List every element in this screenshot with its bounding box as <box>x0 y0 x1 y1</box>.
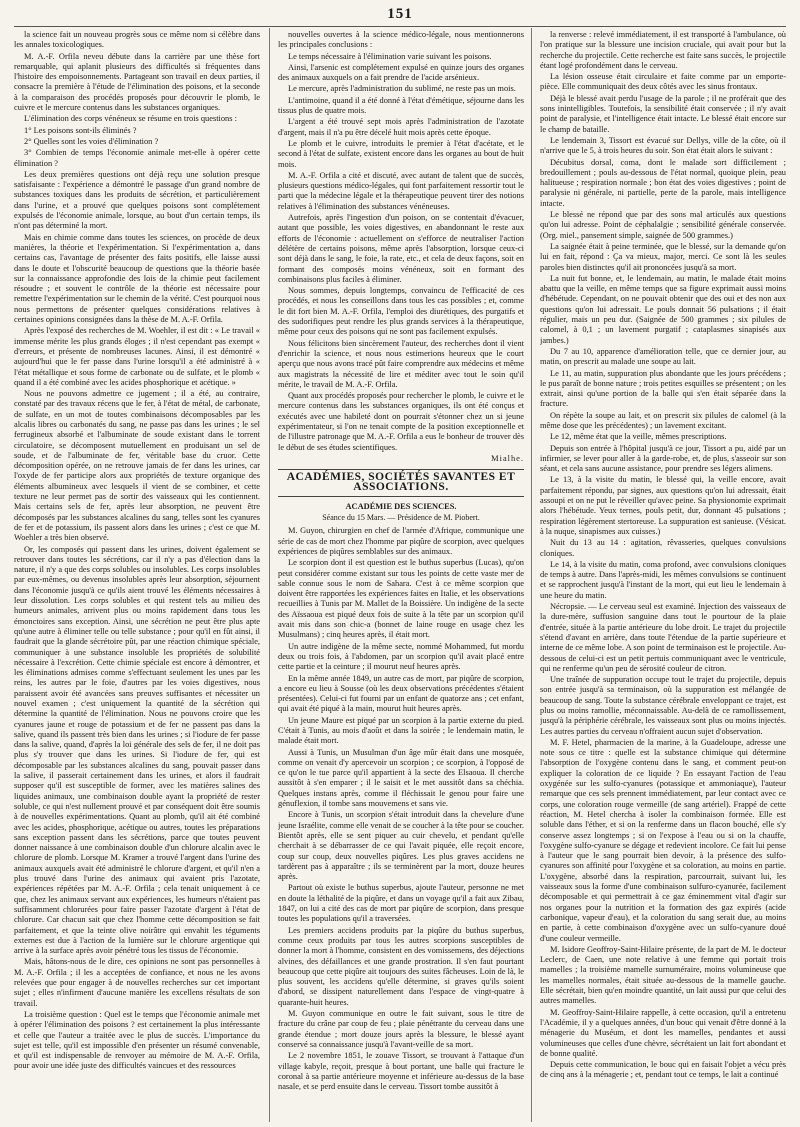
session-line: Séance du 15 Mars. — Présidence de M. Piobert. <box>322 513 480 523</box>
paragraph: Depuis son entrée à l'hôpital jusqu'à ce jour, Tissort a pu, aidé par un infirmier, se lever pour aller à la garde-robe, et, de plus, s'asseoir sur son séant, et cela sans aucune assistance, pour prendre ses légers alimens. <box>540 443 786 474</box>
paragraph: Le 12, même état que la veille, mêmes prescriptions. <box>550 432 727 442</box>
column-divider <box>269 28 270 1122</box>
paragraph: La lésion osseuse était circulaire et faite comme par un emporte-pièce. Elle communiquait des deux côtés avec les sinus frontaux. <box>540 72 786 92</box>
paragraph: Le scorpion dont il est question est le buthus superbus (Lucas), qu'on peut considérer comme existant sur tous les points de cette vaste mer de sable connue sous le nom de Sahara. C'est à ce même scorpion que doivent être rapportées les expériences faites en Italie, et les observations recueillies à Tunis par M. Mallet de la Boissière. Un indigène de la secte des Aïssaoua est piqué deux fois de suite à la tête par un scorpion qu'il avait mis dans son chic-a (bonnet de laine rouge en usage chez les Musulmans) ; cinq heures après, il était mort. <box>278 558 524 640</box>
paragraph: Le temps nécessaire à l'élimination varie suivant les poisons. <box>288 51 492 61</box>
paragraph: Ainsi, l'arsenic est complétement expulsé en quinze jours des organes des animaux auxquels on a fait prendre de l'acide arsénieux. <box>278 62 524 83</box>
paragraph: En la même année 1849, un autre cas de mort, par piqûre de scorpion, a encore eu lieu à Sousse (où les deux observations précédentes s'étaient présentées). Celui-ci fut fourni par un enfant de quatorze ans ; cet enfant, qui avait été piqué à la main, mourut huit heures après. <box>278 673 524 714</box>
paragraph: M. A.-F. Orfila neveu débute dans la carrière par une thèse fort remarquable, qui aplanit plusieurs des difficultés si fréquentes dans l'histoire des empoisonnements. Partageant son travail en deux parties, il consacre la première à l'étude de l'élimination des poisons, et la seconde à la comparaison des procédés proposés pour découvrir le plomb, le cuivre et le mercure contenus dans les substances organiques. <box>14 51 260 113</box>
paragraph: Après l'exposé des recherches de M. Woehler, il est dit : « Le travail « immense mérite les plus grands éloges ; il n'est cependant pas exempt « d'erreurs, et présente de nombreuses lacunes. Ainsi, il est démontré « aujourd'hui que le fer passe dans l'urine lorsqu'il a été administré à « l'état métallique et sous forme de carbonate ou de sulfate, et le plomb « quand il a été combiné avec les acides phosphorique et acétique. » <box>14 326 260 387</box>
paragraph: Le 14, à la visite du matin, coma profond, avec convulsions cloniques de temps à autre. Dans l'après-midi, les mêmes convulsions se continuent et se rapprochent jusqu'à l'instant de la mort, qui eut lieu le lendemain à une heure du matin. <box>540 559 786 600</box>
paragraph: L'antimoine, quand il a été donné à l'état d'émétique, séjourne dans les tissus plus de quatre mois. <box>278 95 524 116</box>
paragraph: Le 11, au matin, suppuration plus abondante que les jours précédens ; le pus paraît de bonne nature ; trois petites esquilles se présentent ; on les extrait, ainsi qu'une portion de la balle qui s'en était séparée dans la fracture. <box>540 368 786 409</box>
paragraph: Quant aux procédés proposés pour rechercher le plomb, le cuivre et le mercure contenus dans les substances organiques, ils ont été conçus et exécutés avec une habileté dont on pourrait s'étonner chez un si jeune expérimentateur, si l'on ne tenait compte de la position exceptionnelle et de l'illustre patronage que M. A.-F. Orfila a eus le bonheur de trouver dès le début de ses études scientifiques. <box>278 391 524 452</box>
paragraph: Nécropsie. — Le cerveau seul est examiné. Injection des vaisseaux de la dure-mère, suffusion sanguine dans tout le pourtour de la plaie d'entrée, située à la partie antérieure du lobe droit. Le trajet du projectile s'étend d'avant en arrière, dans toute l'étendue de la partie supérieure et interne de ce même lobe. A son point de terminaison est le projectile. Au-dessous de celui-ci est un petit pertuis communiquant avec le ventricule, qui ne renferme qu'un peu de sérosité couleur de citron. <box>540 602 786 673</box>
paragraph: Du 7 au 10, apparence d'amélioration telle, que ce dernier jour, au matin, on prescrit au malade une soupe au lait. <box>540 346 786 367</box>
paragraph: Mais en chimie comme dans toutes les sciences, on procède de deux manières, la théorie et l'expérimentation. Si l'expérimentation a, dans certains cas, l'avantage de présenter des faits positifs, elle laisse aussi dans le doute et l'obscurité beaucoup de questions que la théorie basée sur la connaissance approfondie des lois de la chimie peut facilement résoudre ; et souvent le contrôle de la théorie est nécessaire pour remettre l'expérimentation sur le chemin de la vérité. C'est pourquoi nous nous permettons de présenter quelques considérations relatives à certaines opinions consignées dans la thèse de M. A.-F. Orfila. <box>14 232 260 325</box>
paragraph: Encore à Tunis, un scorpion s'était introduit dans la chevelure d'une jeune Israélite, comme elle venait de se coucher à la tête pour se coucher. Bientôt après, elle se sent piquer au cuir chevelu, et pendant qu'elle cherchait à se débarrasser de ce qui l'avait piquée, elle reçoit encore, coup sur coup, deux nouvelles piqûres. Les plus graves accidens ne tardèrent pas à apparaître ; ils se terminèrent par la mort, douze heures après. <box>278 810 524 882</box>
paragraph: nouvelles ouvertes à la science médico-légale, nous mentionnerons les principales conclusions : <box>278 30 524 50</box>
paragraph: 2° Quelles sont les voies d'élimination ? <box>24 136 159 146</box>
paragraph: Un jeune Maure est piqué par un scorpion à la partie externe du pied. C'était à Tunis, au mois d'août et dans la soirée ; le lendemain matin, le malade était mort. <box>278 715 524 746</box>
paragraph: Le blessé ne répond que par des sons mal articulés aux questions qu'on lui adresse. Point de céphalalgie ; sensibilité générale conservée. (Org. miel., pansement simple, saignée de 500 grammes.) <box>540 210 786 240</box>
column-3 <box>540 30 786 1120</box>
paragraph: M. A.-F. Orfila a cité et discuté, avec autant de talent que de succès, plusieurs questions médico-légales, qui font parfaitement ressortir tout le parti que la médecine légale et la thérapeutique peuvent tirer des notions relatives à l'élimination des substances vénéneuses. <box>278 170 524 211</box>
section-title: ACADÉMIES, SOCIÉTÉS SAVANTES ET ASSOCIATIONS. <box>286 471 516 494</box>
paragraph: Autrefois, après l'ingestion d'un poison, on se contentait d'évacuer, autant que possible, les voies digestives, en abandonnant le reste aux efforts de l'économie : actuellement on s'efforce de neutraliser l'action délétère de certains poisons, même après l'absorption, lorsque ceux-ci sont déjà dans le sang, le foie, la rate, etc., et cela de deux façons, soit en formant des composés moins vénéneux, soit en formant des combinaisons plus faciles à éliminer. <box>278 213 524 284</box>
paragraph: la renverse : relevé immédiatement, il est transporté à l'ambulance, où l'on pratique sur la blessure une incision cruciale, qui avait pour but la recherche du projectile. Cette recherche est faite sans succès, le projectile étant logé profondément dans le cerveau. <box>540 30 786 70</box>
paragraph: Nous ne pouvons admettre ce jugement ; il a été, au contraire, constaté par des travaux récens que le fer, à l'état de métal, de carbonate, de sulfate, en un mot de toutes combinaisons décomposables par les alcalis libres ou carbonatés du sang, ne passe pas dans les urines ; le sel ferrugineux absorbé et l'albuminate de soude existant dans le torrent circulatoire, se décomposent mutuellement en produisant un sel de soude, et de l'albuminate de fer, véritable base du cruor. Cette décomposition opérée, on ne retrouve jamais de fer dans les urines, car l'oxyde de fer participe alors aux propriétés de texture organique des éléments albumineux avec lesquels il vient de se combiner, et cette texture ne leur permet pas de sortir des vaisseaux qui les contiennent. Mais certains sels de fer, après leur absorption, ne peuvent être décomposés par les substances alcalines du sang, telles sont les cyanures de fer et de potassium, ils passent alors dans les urines ; c'est ce que M. Woehler a très bien observé. <box>14 389 260 543</box>
paragraph: M. F. Hetel, pharmacien de la marine, à la Guadeloupe, adresse une note sous ce titre : quelle est la substance chimique qui détermine l'absorption de l'oxygène contenu dans le sang, et comment peut-on expliquer la coloration de ce liquide ? En essayant l'action de l'eau oxygénée sur les sulfo-cyanures (potassique et ammoniaque), l'auteur remarque que ces sels prennent immédiatement, par leur contact avec ce corps, une coloration rouge vermeille (de sang artériel). Frappé de cette réaction, M. Hetel chercha à isoler la combinaison formée. Elle est soluble dans l'éther, et si on la renferme dans un flacon bouché, elle s'y conserve assez longtemps ; si on l'expose à l'eau ou si on la chauffe, l'oxygène sulfo-cyanure se dégage et redevient incolore. Ce fait lui pense à l'auteur que le sang pourrait bien devoir, à la présence des sulfo-cyanures son affinité pour l'oxygène et sa coloration, au moins en partie. L'oxygène, absorbé dans la respiration, parcourrait, suivant lui, les vaisseaux sous la forme d'une combinaison sulfuro-cyanurée, facilement décomposable et qui permettrait à ce gaz éminemment vital d'agir sur nos organes pour la nutrition et la formation des gaz expirés (acide carbonique, vapeur d'eau), et la coloration du sang serait due, au moins en partie, à cette combinaison d'oxygène avec un sulfo-cyanure doué d'une couleur vermeille. <box>540 737 786 943</box>
paragraph: On répète la soupe au lait, et on prescrit six pilules de calomel (à la même dose que les précédentes) ; un lavement excitant. <box>540 410 786 430</box>
paragraph: Aussi à Tunis, un Musulman d'un âge mûr était dans une mosquée, comme on venait d'y apercevoir un scorpion ; ce scorpion, à l'opposé de ce qu'on le tue parce qu'il appartient à la secte des Elsaoua. Il cherche aussitôt à s'en emparer ; il le saisit et le met aussitôt dans sa chéchia. Quelques instans après, comme il fléchissait le genou pour faire une génuflexion, il tombe sans mouvemens et sans vie. <box>278 747 524 809</box>
paragraph: Nous félicitons bien sincèrement l'auteur, des recherches dont il vient d'enrichir la science, et nous nous estimerions heureux que le court aperçu que nous avons tracé pût faire comprendre aux médecins et même aux magistrats la nécessité de lire et méditer avec tout le soin qu'il mérite, le travail de M. A.-F. Orfila. <box>278 338 524 389</box>
page-number: 151 <box>387 6 413 22</box>
paragraph: la science fait un nouveau progrès sous ce même nom si célèbre dans les annales toxicologiques. <box>14 30 260 50</box>
paragraph: L'élimination des corps vénéneux se résume en trois questions : <box>24 114 237 124</box>
section-rule-bottom <box>278 496 524 497</box>
paragraph: 1° Les poisons sont-ils éliminés ? <box>24 125 137 135</box>
column-2 <box>278 30 524 1120</box>
paragraph: Le 2 novembre 1851, le zouave Tissort, se trouvant à l'attaque d'un village kabyle, reçoit, presque à bout portant, une balle qui fracture le coronal à sa partie antérieure moyenne et inférieure au-dessus de la base nasale, et se perd ensuite dans le cerveau. Tissort tombe aussitôt à <box>278 1051 524 1092</box>
column-1 <box>14 30 260 1120</box>
academy-report <box>278 526 524 1092</box>
paragraph: Les deux premières questions ont déjà reçu une solution presque satisfaisante : l'expérience a démontré le passage d'un grand nombre de substances toxiques dans les produits de sécrétion, et particulièrement dans l'urine, et a prouvé que quelques poisons sont complétement expulsés de l'économie animale, lorsque, au bout d'un certain temps, ils n'ont pas déterminé la mort. <box>14 169 260 231</box>
paragraph: Mais, hâtons-nous de le dire, ces opinions ne sont pas personnelles à M. A.-F. Orfila ; il les a acceptées de confiance, et nous ne les avons relevées que pour engager à de nouvelles recherches sur cet important sujet ; elles n'infirment d'aucune manière les excellens résultats de son travail. <box>14 957 260 1008</box>
article-continuation <box>278 30 524 453</box>
paragraph: M. Guyon, chirurgien en chef de l'armée d'Afrique, communique une série de cas de mort chez l'homme par piqûre de scorpion, avec quelques expériences de piqûres semblables sur des animaux. <box>278 526 524 556</box>
paragraph: Décubitus dorsal, coma, dont le malade sort difficilement ; bredouillement ; pouls au-dessous de l'état normal, quoique plein, peau halitueuse ; respiration normale ; bon état des voies digestives ; point de paralysie ni générale, ni partielle, perte de la parole, mais intelligence intacte. <box>540 157 786 208</box>
paragraph: Une traînée de suppuration occupe tout le trajet du projectile, depuis son entrée jusqu'à sa terminaison, où la suppuration est mélangée de beaucoup de sang. Toute la substance cérébrale enveloppant ce trajet, est plus ou moins ramollie, méconnaissable. Au-delà de ce ramollissement, jusqu'à la périphérie cérébrale, les vaisseaux sont plus ou moins injectés. Les autres parties du cerveau n'offraient aucun sujet d'observation. <box>540 675 786 736</box>
paragraph: Les premiers accidens produits par la piqûre du buthus superbus, comme ceux produits par tous les autres scorpions susceptibles de donner la mort à l'homme, consistent en des vomissemens, des déjections alvines, des défaillances et une grande prostration. Il s'en faut pourtant beaucoup que cette piqûre ait toujours des suites fâcheuses. Loin de là, le plus souvent, les accidens qu'elle détermine, si graves qu'ils soient d'abord, se dissipent naturellement dans l'espace de vingt-quatre à quarante-huit heures. <box>278 925 524 1007</box>
paragraph: Depuis cette communication, le bouc qui en faisait l'objet a vécu près de cinq ans à la ménagerie ; et, pendant tout ce temps, le lait a continué <box>540 1060 786 1080</box>
paragraph: Le lendemain 3, Tissort est évacué sur Dellys, ville de la côte, où il n'arrive que le 5, à trois heures du soir. Son état était alors le suivant : <box>540 135 786 156</box>
paragraph: Déjà le blessé avait perdu l'usage de la parole ; il ne proférait que des sons inintelligibles. Toutefois, la sensibilité était conservée ; il n'y avait point de paralysie, et l'intelligence était intacte. Le blessé était encore sur le champ de bataille. <box>540 93 786 134</box>
academy-title: ACADÉMIE DES SCIENCES. <box>345 501 457 511</box>
paragraph: La saignée était à peine terminée, que le blessé, sur la demande qu'on lui en fait, répond : Ça va mieux, major, merci. Ce sont là les seules paroles bien distinctes qu'il ait prononcées jusqu'à sa mort. <box>540 241 786 272</box>
column-divider <box>531 28 532 1122</box>
paragraph: Le mercure, après l'administration du sublimé, ne reste pas un mois. <box>288 84 516 94</box>
paragraph: La nuit fut bonne, et, le lendemain, au matin, le malade était moins abattu que la veille, en même temps que sa figure exprimait aussi moins d'hébétude. Cependant, on ne pouvait obtenir que des oui et des non aux questions qu'on lui adressait. Le pouls donnait 56 pulsations ; il était régulier, mais un peu dur. (Saignée de 500 grammes ; six pilules de calomel, à 0,1 ; un lavement purgatif ; cataplasmes sinapisés aux jambes.) <box>540 273 786 345</box>
paragraph: Le 13, à la visite du matin, le blessé qui, la veille encore, avait parfaitement répondu, par signes, aux questions qu'on lui adressait, était assoupi et on ne put le réveiller qu'avec peine. Sa physionomie exprimait alors l'hébétude. Yeux ternes, pouls petit, dur, donnant 45 pulsations ; respiration légèrement stertoreuse. La suppuration est sanieuse. (Vésicat. à la nuque, sinapismes aux cuisses.) <box>540 475 786 536</box>
paragraph: Un autre indigène de la même secte, nommé Mohammed, fut mordu deux ou trois fois, à l'abdomen, par un scorpion qu'il avait placé entre cette partie et la ceinture ; il mourut neuf heures après. <box>278 641 524 672</box>
paragraph: M. Guyon communique en outre le fait suivant, sous le titre de fracture du crâne par coup de feu ; plaie pénétrante du cerveau dans une grande étendue ; mort douze jours après la blessure, le blessé ayant conservé sa connaissance jusqu'à l'avant-veille de sa mort. <box>278 1009 524 1049</box>
paragraph: Partout où existe le buthus superbus, ajoute l'auteur, personne ne met en doute la léthalité de la piqûre, et dans un voyage qu'il a fait aux Zibau, 1847, on lui a cité des cas de mort par piqûre de scorpion, dans presque toutes les populations qu'il a traversées. <box>278 883 524 924</box>
paragraph: 3° Combien de temps l'économie animale met-elle à opérer cette élimination ? <box>14 148 260 168</box>
paragraph: M. Geoffroy-Saint-Hilaire rappelle, à cette occasion, qu'il a entretenu l'Académie, il y a quelques années, d'un bouc qui venait d'être donné à la ménagerie du Muséum, et dont les mamelles, pendantes et aussi volumineuses que celles d'une chèvre, sécrétaient un lait fort abondant et de bonne qualité. <box>540 1007 786 1058</box>
paragraph: Nous sommes, depuis longtemps, convaincu de l'efficacité de ces procédés, et nous les conseillons dans tous les cas possibles ; et, comme le dit fort bien M. A.-F. Orfila, l'emploi des diurétiques, des purgatifs et des sudorifiques peut rendre les plus grands services à la thérapeutique, même pour ceux des poisons qui ne sont pas facilement expulsés. <box>278 286 524 337</box>
paragraph: M. Isidore Geoffroy-Saint-Hilaire présente, de la part de M. le docteur Leclerc, de Caen, une note relative à une femme qui portait trois mamelles ; la troisième mamelle surnuméraire, moins volumineuse que les mamelles normales, était située au-dessous de la mamelle gauche. Elle sécrétait, bien qu'en moindre quantité, un lait aussi pur que celui des autres mamelles. <box>540 944 786 1006</box>
paragraph: Le plomb et le cuivre, introduits le premier à l'état d'acétate, et le second à l'état de sulfate, existent encore dans les organes au bout de huit mois. <box>278 138 524 169</box>
author-signature: Mialhe. <box>491 453 524 463</box>
header-rule <box>14 26 786 27</box>
paragraph: Nuit du 13 au 14 : agitation, rêvasseries, quelques convulsions cloniques. <box>540 538 786 558</box>
paragraph: Or, les composés qui passent dans les urines, doivent également se retrouver dans toutes les sécrétions, car il n'y a pas d'élection dans la nature, il n'y a que des corps solubles ou insolubles. Les corps insolubles par eux-mêmes, ou devenus insolubles après leur absorption, séjournent dans l'économie jusqu'à ce qu'ils aient trouvé les éléments nécessaires à leur dissolution. Les corps solubles et qui restent tels au milieu des humeurs animales, arrivent plus ou moins rapidement dans tous les émonctoires sans exception. Ainsi, une sécrétion ne peut être plus apte qu'une autre à éliminer telle ou telle substance ; pour qu'il en fût ainsi, il faudrait que la glande sécrétoire pût, par une réaction chimique spéciale, communiquer à une substance insoluble les propriétés de solubilité nécessaire à l'excrétion. Cette chimie spéciale est encore à démontrer, et les éliminations admises comme s'effectuant seulement les unes par les reins, les autres par le foie, d'autres par les voies digestives, nous paraissent avoir été avancées sans preuves suffisantes et nécessiter un nouvel examen ; c'est uniquement la quantité de la sécrétion qui détermine la quantité de l'élimination. Nous ne pouvons croire que les cyanures jaune et rouge de potassium et de fer ne passent pas dans la salive, quand ils passent très bien dans les urines ; si l'iodure de fer passe dans la salive, quand, d'après la loi générale des sels de fer, il ne doit pas plus s'y trouver que dans les urines. Si l'iodure de fer, qui est décomposable par les substances alcalines du sang, pouvait passer dans la salive, il passerait certainement dans les urines, et alors il faudrait supposer qu'il est susceptible de former, avec les matières salines des liquides animaux, une combinaison double ayant la propriété de rester soluble, ce qui n'est nullement prouvé et par conséquent doit être soumis à de nouvelles expérimentations. Quant au plomb, qu'il ait été combiné avec les acides, phosphorique, acétique ou autres, toutes les préparations sans exception passent dans les sécrétions, parce que toutes peuvent donner naissance à une combinaison double d'un chlorure alcalin avec le chlorure de plomb. Lorsque M. Kramer a trouvé l'argent dans l'urine des animaux auxquels avait été administré le chlorure d'argent, et qu'il n'en a plus trouvé dans l'urine des animaux qui avaient pris l'azotate, expériences répétées par M. A.-F. Orfila ; cela tenait uniquement à ce que, chez les animaux servant aux expériences, les humeurs n'étaient pas suffisamment chlorurées pour faire passer l'azotate d'argent à l'état de chlorure. Car chacun sait que chez l'homme cette décomposition se fait parfaitement, et que la teinte olive noirâtre qui envahit les téguments externes est due à l'action de la lumière sur le chlorure argentique qui arrive à la surface après avoir pénétré tous les tissus de l'économie. <box>14 544 260 956</box>
paragraph: L'argent a été trouvé sept mois après l'administration de l'azotate d'argent, mais il n'a pu être décelé huit mois après cette époque. <box>278 117 524 137</box>
paragraph: La troisième question : Quel est le temps que l'économie animale met à opérer l'élimination des poisons ? est certainement la plus intéressante et celle que l'auteur a traitée avec le plus de succès. L'importance du sujet est telle, qu'il est impossible d'en présenter un résumé convenable, et qu'il est indispensable de renvoyer au mémoire de M. A.-F. Orfila, pour avoir une idée juste des difficultés vaincues et des ressources <box>14 1009 260 1071</box>
